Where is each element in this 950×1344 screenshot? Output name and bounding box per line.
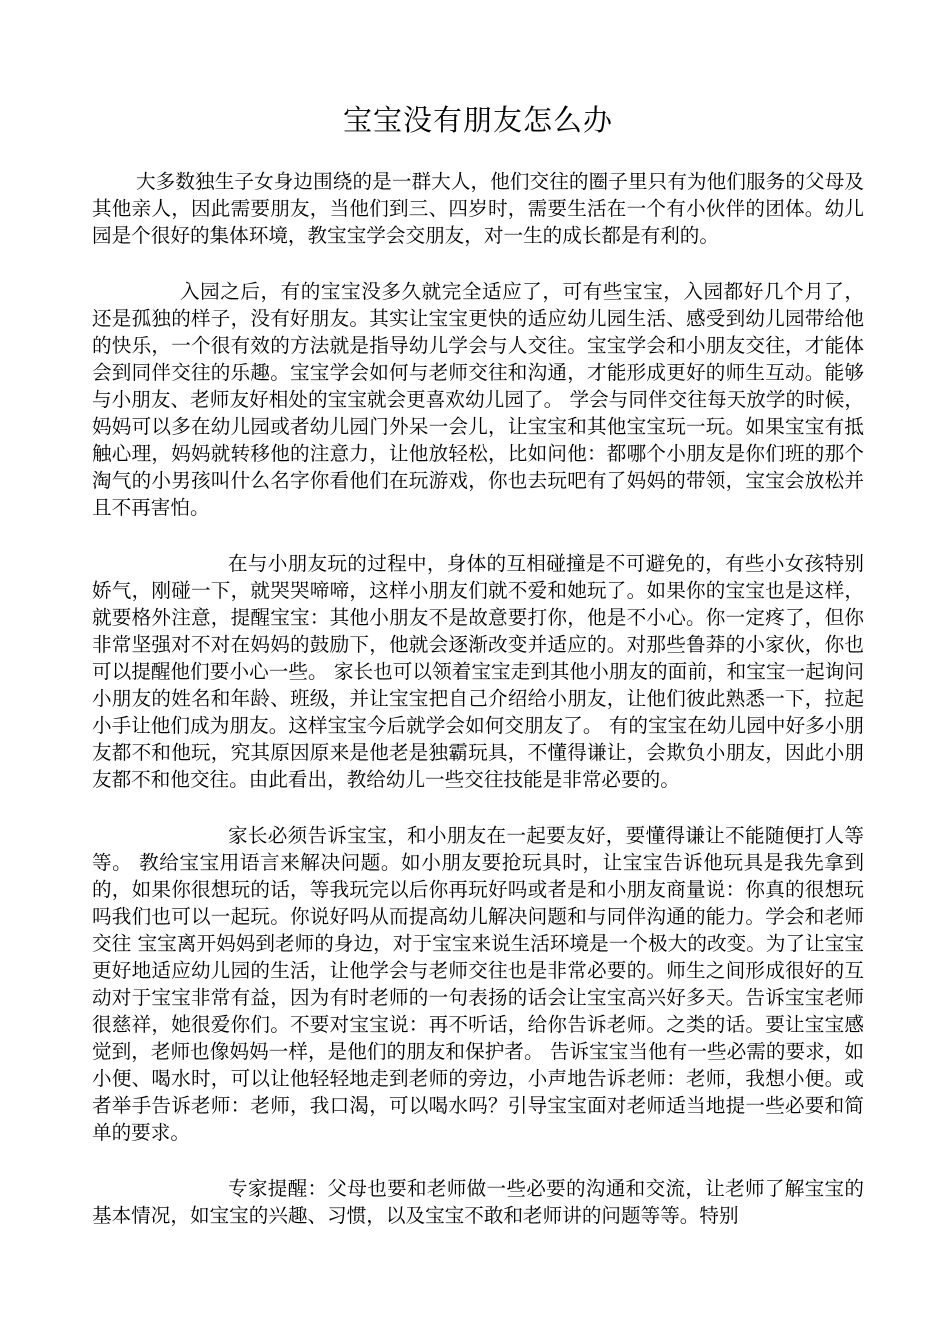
- paragraph-1: 大多数独生子女身边围绕的是一群大人，他们交往的圈子里只有为他们服务的父母及其他亲人，因此需要朋友，当他们到三、四岁时，需要生活在一个有小伙伴的团体。幼儿园是个很好的集体环境，教宝宝学会交朋友，对一生的成长都是有利的。: [92, 170, 864, 247]
- paragraph-2: 入园之后，有的宝宝没多久就完全适应了，可有些宝宝，入园都好几个月了，还是孤独的样子，没有好朋友。其实让宝宝更快的适应幼儿园生活、感受到幼儿园带给他的快乐，一个很有效的方法就是指导幼儿学会与人交往。宝宝学会和小朋友交往，才能体会到同伴交往的乐趣。宝宝学会如何与老师交往和沟通，才能形成更好的师生互动。能够与小朋友、老师友好相处的宝宝就会更喜欢幼儿园了。 学会与同伴交往每天放学的时候，妈妈可以多在幼儿园或者幼儿园门外呆一会儿，让宝宝和其他宝宝玩一玩。如果宝宝有抵触心理，妈妈就转移他的注意力，让他放轻松，比如问他：都哪个小朋友是你们班的那个淘气的小男孩叫什么名字你看他们在玩游戏，你也去玩吧有了妈妈的带领，宝宝会放松并且不再害怕。: [92, 280, 864, 519]
- document-title: 宝宝没有朋友怎么办: [342, 103, 613, 137]
- paragraph-4: 家长必须告诉宝宝，和小朋友在一起要友好，要懂得谦让不能随便打人等等。 教给宝宝用语言来解决问题。如小朋友要抢玩具时，让宝宝告诉他玩具是我先拿到的，如果你很想玩的话，等我玩完以后你再玩好吗或者是和小朋友商量说：你真的很想玩吗我们也可以一起玩。你说好吗从而提高幼儿解决问题和与同伴沟通的能力。学会和老师交往 宝宝离开妈妈到老师的身边，对于宝宝来说生活环境是一个极大的改变。为了让宝宝更好地适应幼儿园的生活，让他学会与老师交往也是非常必要的。师生之间形成很好的互动对于宝宝非常有益，因为有时老师的一句表扬的话会让宝宝高兴好多天。告诉宝宝老师很慈祥，她很爱你们。不要对宝宝说：再不听话，给你告诉老师。之类的话。要让宝宝感觉到，老师也像妈妈一样，是他们的朋友和保护者。 告诉宝宝当他有一些必需的要求，如小便、喝水时，可以让他轻轻地走到老师的旁边，小声地告诉老师：老师，我想小便。或者举手告诉老师：老师，我口渴，可以喝水吗？引导宝宝面对老师适当地提一些必要和简单的要求。: [92, 824, 864, 1144]
- paragraph-5: 专家提醒：父母也要和老师做一些必要的沟通和交流，让老师了解宝宝的基本情况，如宝宝的兴趣、习惯，以及宝宝不敢和老师讲的问题等等。特别: [92, 1177, 864, 1227]
- document-page: [92, 100, 864, 1229]
- paragraph-3: 在与小朋友玩的过程中，身体的互相碰撞是不可避免的，有些小女孩特别娇气，刚碰一下，就哭哭啼啼，这样小朋友们就不爱和她玩了。如果你的宝宝也是这样，就要格外注意，提醒宝宝：其他小朋友不是故意要打你，他是不小心。你一定疼了，但你非常坚强对不对在妈妈的鼓励下，他就会逐渐改变并适应的。对那些鲁莽的小家伙，你也可以提醒他们要小心一些。 家长也可以领着宝宝走到其他小朋友的面前，和宝宝一起询问小朋友的姓名和年龄、班级，并让宝宝把自己介绍给小朋友，让他们彼此熟悉一下，拉起小手让他们成为朋友。这样宝宝今后就学会如何交朋友了。 有的宝宝在幼儿园中好多小朋友都不和他玩，究其原因原来是他老是独霸玩具，不懂得谦让，会欺负小朋友，因此小朋友都不和他交往。由此看出，教给幼儿一些交往技能是非常必要的。: [92, 552, 864, 791]
